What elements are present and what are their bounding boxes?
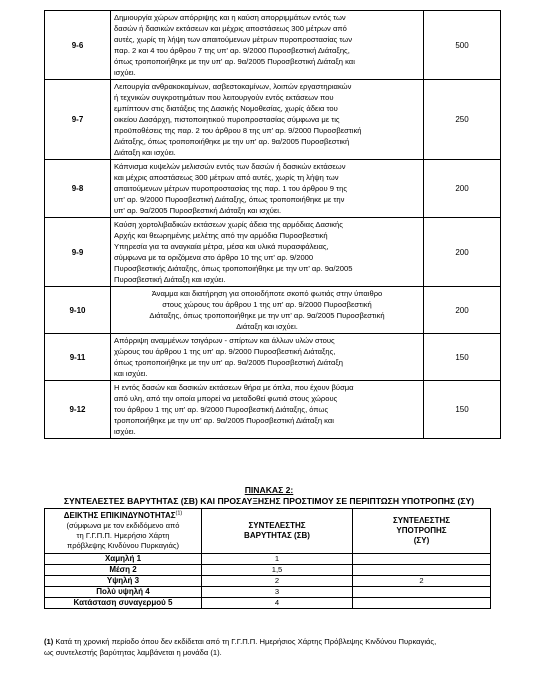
coefficients-header-row <box>45 509 491 554</box>
fine-description-line: ή τεχνικών συγκροτημάτων που λειτουργούν εντός εκτάσεων που <box>114 93 334 102</box>
fines-table-body <box>45 11 501 439</box>
danger-level: Μέση 2 <box>45 565 202 576</box>
header-danger-index <box>45 509 202 554</box>
fine-description-line: Διάταξης, όπως τροποποιήθηκε με την υπ' αρ. 9α/2005 Πυροσβεστική <box>114 137 350 146</box>
fine-row <box>45 287 501 334</box>
fine-description-line: και μέχρις αποστάσεως 300 μέτρων από αυτές, χωρίς τη λήψη των <box>114 173 339 182</box>
header-severity-line-2: ΒΑΡΥΤΗΤΑΣ (ΣΒ) <box>244 531 310 540</box>
fine-description-line: και ισχύει. <box>114 369 148 378</box>
table2-title: ΠΙΝΑΚΑΣ 2: <box>244 485 294 495</box>
coefficients-table <box>44 508 491 609</box>
fine-description-line: αυτές, χωρίς τη λήψη των απαιτούμενων μέτρων πυροπροστασίας των <box>114 35 353 44</box>
fine-description-line: ισχύει. <box>114 68 136 77</box>
fine-description-line: Υπηρεσία για τα αναγκαία μέτρα, μέσα και υλικά πυρασφάλειας, <box>114 242 329 251</box>
footnote-ref: (1) <box>175 510 183 517</box>
footnote <box>44 636 489 658</box>
danger-level: Χαμηλή 1 <box>45 554 202 565</box>
fine-description-line: σύμφωνα με τα οριζόμενα στο άρθρο 10 της υπ' αρ. 9/2000 <box>114 253 314 262</box>
fine-description-line: υπ' αρ. 9α/2005 Πυροσβεστική Διάταξη και ισχύει. <box>114 206 282 215</box>
fine-description <box>111 381 424 439</box>
recurrence-coefficient <box>353 554 491 565</box>
fine-amount: 150 <box>424 381 501 439</box>
severity-coefficient: 4 <box>202 598 353 609</box>
recurrence-coefficient <box>353 587 491 598</box>
fine-description-line: στους χώρους του άρθρου 1 της υπ' αρ. 9/2000 Πυροσβεστική <box>162 300 372 309</box>
danger-level: Κατάσταση συναγερμού 5 <box>45 598 202 609</box>
header-recurrence <box>353 509 491 554</box>
fine-row <box>45 381 501 439</box>
fine-description <box>111 218 424 287</box>
header-recurrence-line-3: (ΣΥ) <box>413 536 430 545</box>
recurrence-coefficient <box>353 565 491 576</box>
fine-description-line: Αρχής και θεωρημένης μελέτης από την αρμόδια Πυροσβεστική <box>114 231 328 240</box>
fine-description-line: ισχύει. <box>114 427 136 436</box>
fine-description-line: από υλη, από την οποία μπορεί να μεταδοθεί φωτιά στους χώρους <box>114 394 338 403</box>
severity-coefficient: 1 <box>202 554 353 565</box>
table2-subtitle: ΣΥΝΤΕΛΕΣΤΕΣ ΒΑΡΥΤΗΤΑΣ (ΣΒ) ΚΑΙ ΠΡΟΣΑΥΞΗΣΗΣ ΠΡΟΣΤΙΜΟΥ ΣΕ ΠΕΡΙΠΤΩΣΗ ΥΠΟΤΡΟΠΗΣ (ΣΥ) <box>63 496 475 506</box>
fine-amount: 500 <box>424 11 501 80</box>
fine-row <box>45 160 501 218</box>
fine-description-line: Διάταξη και ισχύει. <box>114 148 176 157</box>
fine-description <box>111 160 424 218</box>
header-severity-line-1: ΣΥΝΤΕΛΕΣΤΗΣ <box>248 521 306 530</box>
footnote-marker: (1) <box>44 637 54 646</box>
fine-description-line: απαιτούμενων μέτρων πυροπροστασίας της παρ. 1 του άρθρου 9 της <box>114 184 348 193</box>
fine-amount: 250 <box>424 80 501 160</box>
fine-row <box>45 218 501 287</box>
severity-coefficient: 3 <box>202 587 353 598</box>
fine-code: 9-6 <box>45 11 111 80</box>
footnote-line-2: ως συντελεστής βαρύτητας λαμβάνεται η μονάδα (1). <box>44 648 222 657</box>
header-danger-index-note-2: τη Γ.Γ.Π.Π. Ημερήσιο Χάρτη <box>76 531 170 540</box>
fine-description-line: τροποποιήθηκε με την υπ' αρ. 9α/2005 Πυροσβεστική Διάταξη και <box>114 416 334 425</box>
fine-description-line: Κάπνισμα κυψελών μελισσών εντός των δασών ή δασικών εκτάσεων <box>114 162 346 171</box>
header-recurrence-line-2: ΥΠΟΤΡΟΠΗΣ <box>396 526 447 535</box>
fine-row <box>45 334 501 381</box>
fine-description-line: χώρους του άρθρου 1 της υπ' αρ. 9/2000 Πυροσβεστική Διάταξης, <box>114 347 336 356</box>
danger-level: Υψηλή 3 <box>45 576 202 587</box>
coefficient-row <box>45 598 491 609</box>
fine-description-line: Η εντός δασών και δασικών εκτάσεων θήρα με όπλα, που έχουν βύσμα <box>114 383 354 392</box>
footnote-line-1: Κατά τη χρονική περίοδο όπου δεν εκδίδεται από τη Γ.Γ.Π.Π. Ημερήσιος Χάρτης Πρόβλεψης Κινδύνου Πυρκαγιάς, <box>53 637 437 646</box>
fine-description-line: Λειτουργία ανθρακοκαμίνων, ασβεστοκαμίνων, λοιπών εργαστηριακών <box>114 82 352 91</box>
coefficient-row <box>45 565 491 576</box>
recurrence-coefficient <box>353 598 491 609</box>
fine-row <box>45 80 501 160</box>
fine-description-line: όπως τροποποιήθηκε με την υπ' αρ. 9α/2005 Πυροσβεστική Διάταξη και <box>114 57 355 66</box>
fine-description <box>111 11 424 80</box>
header-danger-index-title: ΔΕΙΚΤΗΣ ΕΠΙΚΙΝΔΥΝΟΤΗΤΑΣ <box>63 511 176 520</box>
fine-description-line: του άρθρου 1 της υπ' αρ. 9/2000 Πυροσβεστική Διάταξης, όπως <box>114 405 329 414</box>
fine-description-line: Απόρριψη αναμμένων τσιγάρων - σπίρτων και άλλων υλών στους <box>114 336 335 345</box>
fine-code: 9-12 <box>45 381 111 439</box>
fine-description-line: Καύση χορτολιβαδικών εκτάσεων χωρίς άδεια της αρμόδιας Δασικής <box>114 220 343 229</box>
fine-description <box>111 287 424 334</box>
fine-description-line: προϋποθέσεις της παρ. 2 του άρθρου 8 της υπ' αρ. 9/2000 Πυροσβεστική <box>114 126 362 135</box>
fine-code: 9-7 <box>45 80 111 160</box>
fine-description <box>111 80 424 160</box>
fine-description-line: Διάταξης, όπως τροποποιήθηκε με την υπ' αρ. 9α/2005 Πυροσβεστική <box>149 311 385 320</box>
fine-row <box>45 11 501 80</box>
fine-description-line: Πυροσβεστικής Διάταξης, όπως τροποποιήθηκε με την υπ' αρ. 9α/2005 <box>114 264 353 273</box>
fine-description-line: υπ' αρ. 9/2000 Πυροσβεστική Διάταξης, όπως τροποποιήθηκε με την <box>114 195 345 204</box>
severity-coefficient: 2 <box>202 576 353 587</box>
severity-coefficient: 1,5 <box>202 565 353 576</box>
fine-code: 9-8 <box>45 160 111 218</box>
fine-description-line: οικείου Δασάρχη, πιστοποιητικού πυροπροστασίας σύμφωνα με τις <box>114 115 340 124</box>
fine-description-line: παρ. 2 και 4 του άρθρου 7 της υπ' αρ. 9/2000 Πυροσβεστική Διάταξης, <box>114 46 350 55</box>
fine-description <box>111 334 424 381</box>
fine-code: 9-11 <box>45 334 111 381</box>
fine-description-line: Άναμμα και διατήρηση για οποιοδήποτε σκοπό φωτιάς στην ύπαιθρο <box>151 289 383 298</box>
fine-description-line: εμπίπτουν στις διατάξεις της Δασικής Νομοθεσίας, χωρίς άδεια του <box>114 104 338 113</box>
fine-code: 9-10 <box>45 287 111 334</box>
fine-amount: 150 <box>424 334 501 381</box>
fine-amount: 200 <box>424 160 501 218</box>
fine-description-line: Πυροσβεστική Διάταξη και ισχύει. <box>114 275 226 284</box>
fine-description-line: Δημιουργία χώρων απόρριψης και η καύση απορριμμάτων εντός των <box>114 13 346 22</box>
header-recurrence-line-1: ΣΥΝΤΕΛΕΣΤΗΣ <box>392 516 451 525</box>
coefficients-table-body <box>45 554 491 609</box>
fine-amount: 200 <box>424 218 501 287</box>
recurrence-coefficient: 2 <box>353 576 491 587</box>
fine-amount: 200 <box>424 287 501 334</box>
fine-description-line: όπως τροποποιήθηκε με την υπ' αρ. 9α/2005 Πυροσβεστική Διάταξη <box>114 358 343 367</box>
coefficient-row <box>45 554 491 565</box>
fine-code: 9-9 <box>45 218 111 287</box>
danger-level: Πολύ υψηλή 4 <box>45 587 202 598</box>
header-danger-index-note-3: πρόβλεψης Κινδύνου Πυρκαγιάς) <box>66 541 180 550</box>
fine-description-line: δασών ή δασικών εκτάσεων και μέχρις αποστάσεως 300 μέτρων από <box>114 24 347 33</box>
coefficient-row <box>45 576 491 587</box>
fines-table <box>44 10 501 439</box>
header-severity <box>202 509 353 554</box>
header-danger-index-note-1: (σύμφωνα με τον εκδιδόμενο από <box>66 521 180 530</box>
fine-description-line: Διάταξη και ισχύει. <box>236 322 298 331</box>
coefficient-row <box>45 587 491 598</box>
